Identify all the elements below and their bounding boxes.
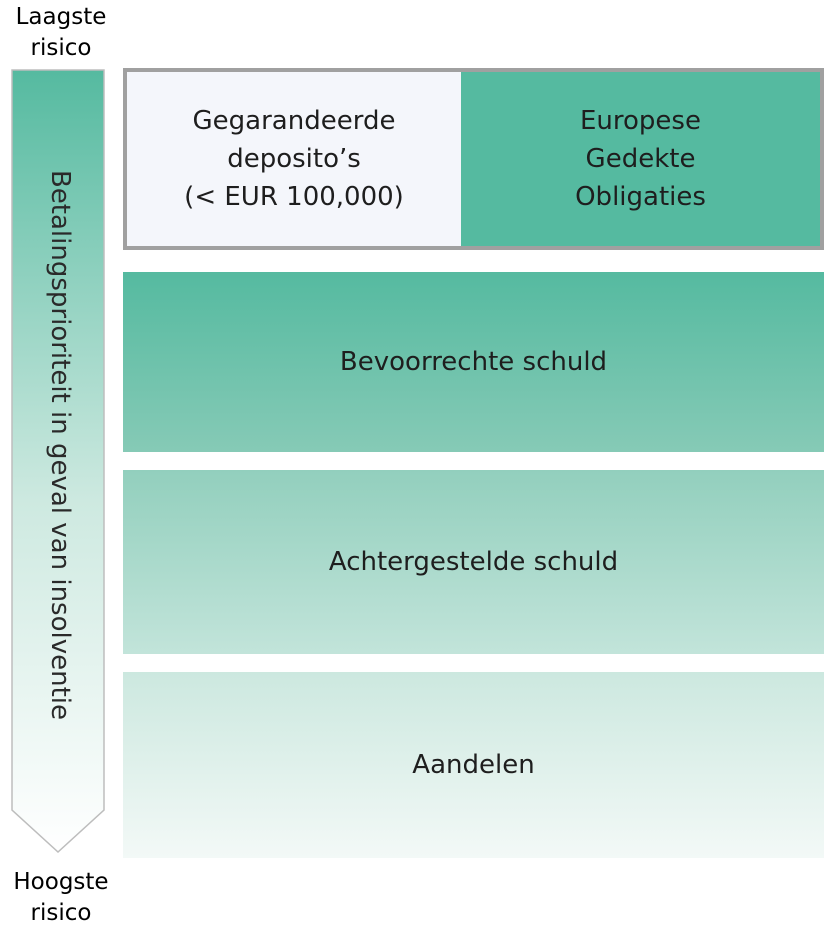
guaranteed-deposits-line2: deposito’s [227, 144, 361, 174]
tier-subordinated-debt [123, 470, 824, 654]
guaranteed-deposits-text [184, 102, 404, 216]
highest-risk-line2: risico [30, 900, 92, 926]
tier-equity [123, 672, 824, 858]
covered-bonds-line1: Europese [580, 106, 701, 136]
covered-bonds-text [575, 102, 706, 216]
lowest-risk-line1: Laagste [15, 4, 107, 30]
tier-equity-label: Aandelen [412, 750, 535, 780]
protected-instruments-box [123, 68, 824, 250]
covered-bonds-cell [461, 72, 820, 246]
guaranteed-deposits-cell [127, 72, 461, 246]
covered-bonds-line3: Obligaties [575, 182, 706, 212]
highest-risk-label [0, 867, 122, 929]
guaranteed-deposits-line3: (< EUR 100,000) [184, 182, 404, 212]
tier-senior-debt [123, 272, 824, 452]
tier-senior-debt-label: Bevoorrechte schuld [339, 347, 608, 377]
priority-arrow-label: Betalingsprioriteit in geval van insolventie [45, 169, 75, 721]
highest-risk-line1: Hoogste [13, 869, 109, 895]
guaranteed-deposits-line1: Gegarandeerde [192, 106, 396, 136]
lowest-risk-line2: risico [30, 35, 92, 61]
covered-bonds-line2: Gedekte [585, 144, 696, 174]
tier-subordinated-debt-label: Achtergestelde schuld [328, 547, 619, 577]
